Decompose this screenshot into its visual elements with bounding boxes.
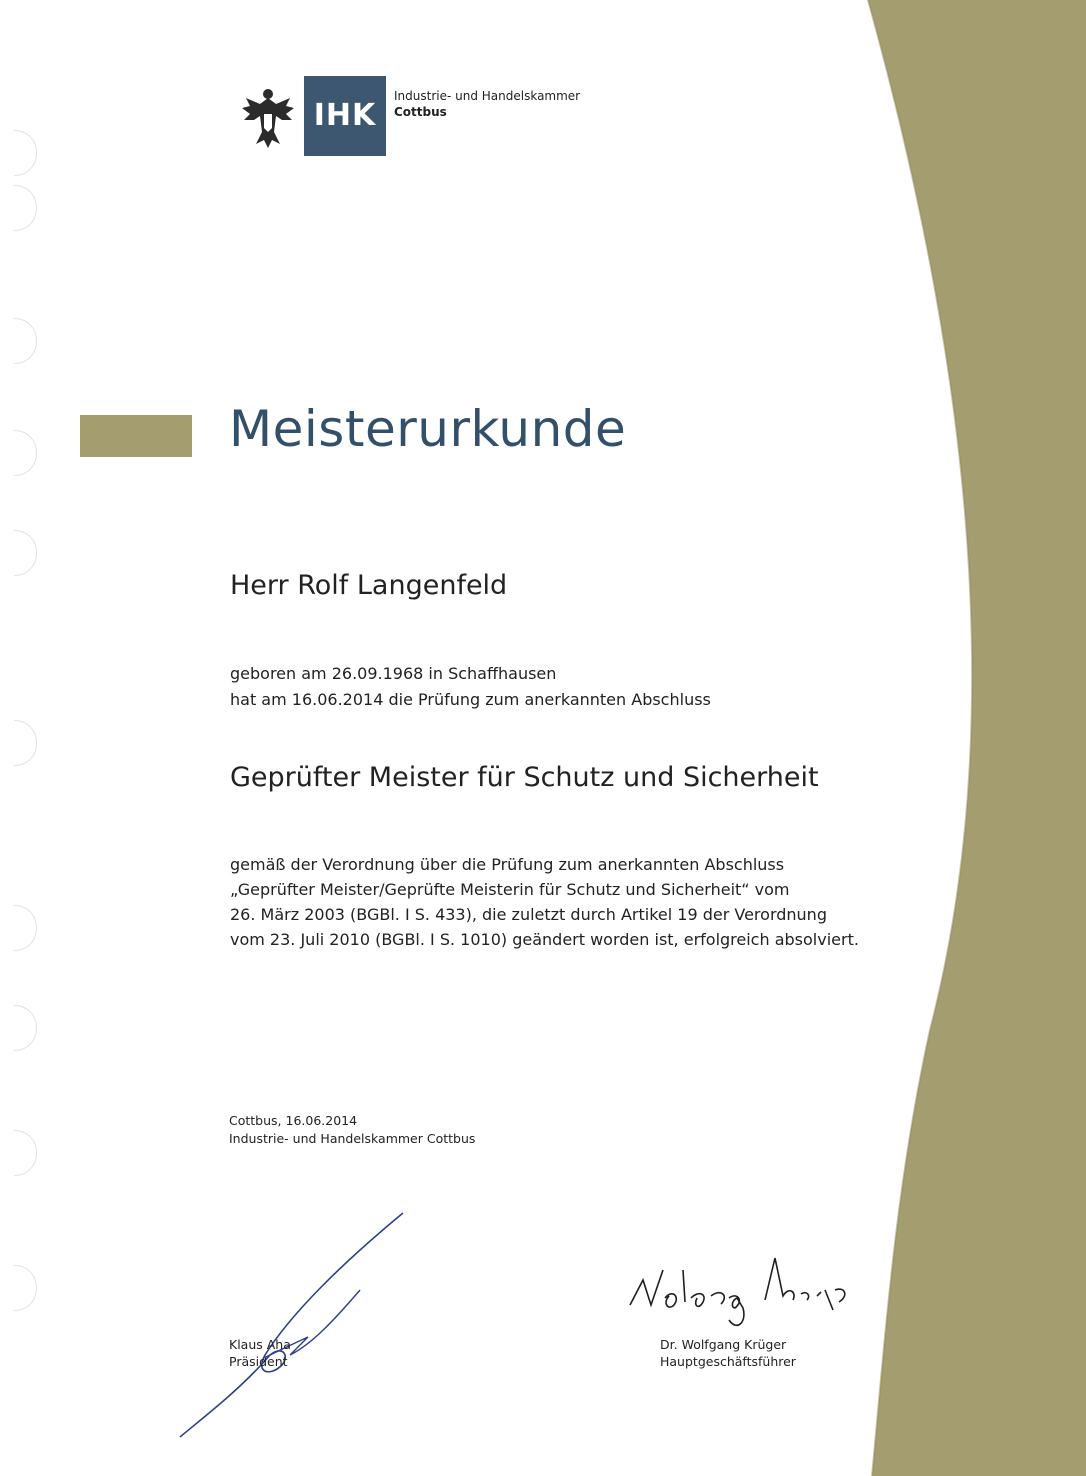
recipient-name: Herr Rolf Langenfeld [230, 570, 508, 601]
issuing-organization: Industrie- und Handelskammer Cottbus [229, 1131, 476, 1146]
ihk-logo [238, 76, 598, 166]
document-title: Meisterurkunde [229, 400, 627, 458]
right-signatory-name: Dr. Wolfgang Krüger [660, 1337, 787, 1352]
regulation-line-1: gemäß der Verordnung über die Prüfung zum anerkannten Abschluss [230, 855, 785, 874]
title-accent-bar [80, 415, 192, 457]
signature-right [625, 1250, 855, 1340]
organization-name [394, 88, 580, 120]
eagle-icon [238, 84, 298, 154]
right-signatory-role: Hauptgeschäftsführer [660, 1354, 796, 1369]
place-date: Cottbus, 16.06.2014 [229, 1113, 358, 1128]
left-signatory-name: Klaus Aha [229, 1337, 291, 1352]
birth-line: geboren am 26.09.1968 in Schaffhausen [230, 664, 557, 683]
left-signatory-role: Präsident [229, 1354, 288, 1369]
regulation-line-3: 26. März 2003 (BGBl. I S. 433), die zuletzt durch Artikel 19 der Verordnung [230, 905, 827, 924]
signature-left [170, 1205, 420, 1445]
qualification-title: Geprüfter Meister für Schutz und Sicherheit [230, 762, 819, 793]
regulation-line-2: „Geprüfter Meister/Geprüfte Meisterin für Schutz und Sicherheit“ vom [230, 880, 790, 899]
organization-line-1: Industrie- und Handelskammer [394, 89, 581, 103]
organization-line-2: Cottbus [394, 105, 447, 119]
regulation-line-4: vom 23. Juli 2010 (BGBl. I S. 1010) geändert worden ist, erfolgreich absolviert. [230, 930, 859, 949]
logo-abbreviation: IHK [304, 76, 386, 156]
exam-line: hat am 16.06.2014 die Prüfung zum anerkannten Abschluss [230, 690, 711, 709]
